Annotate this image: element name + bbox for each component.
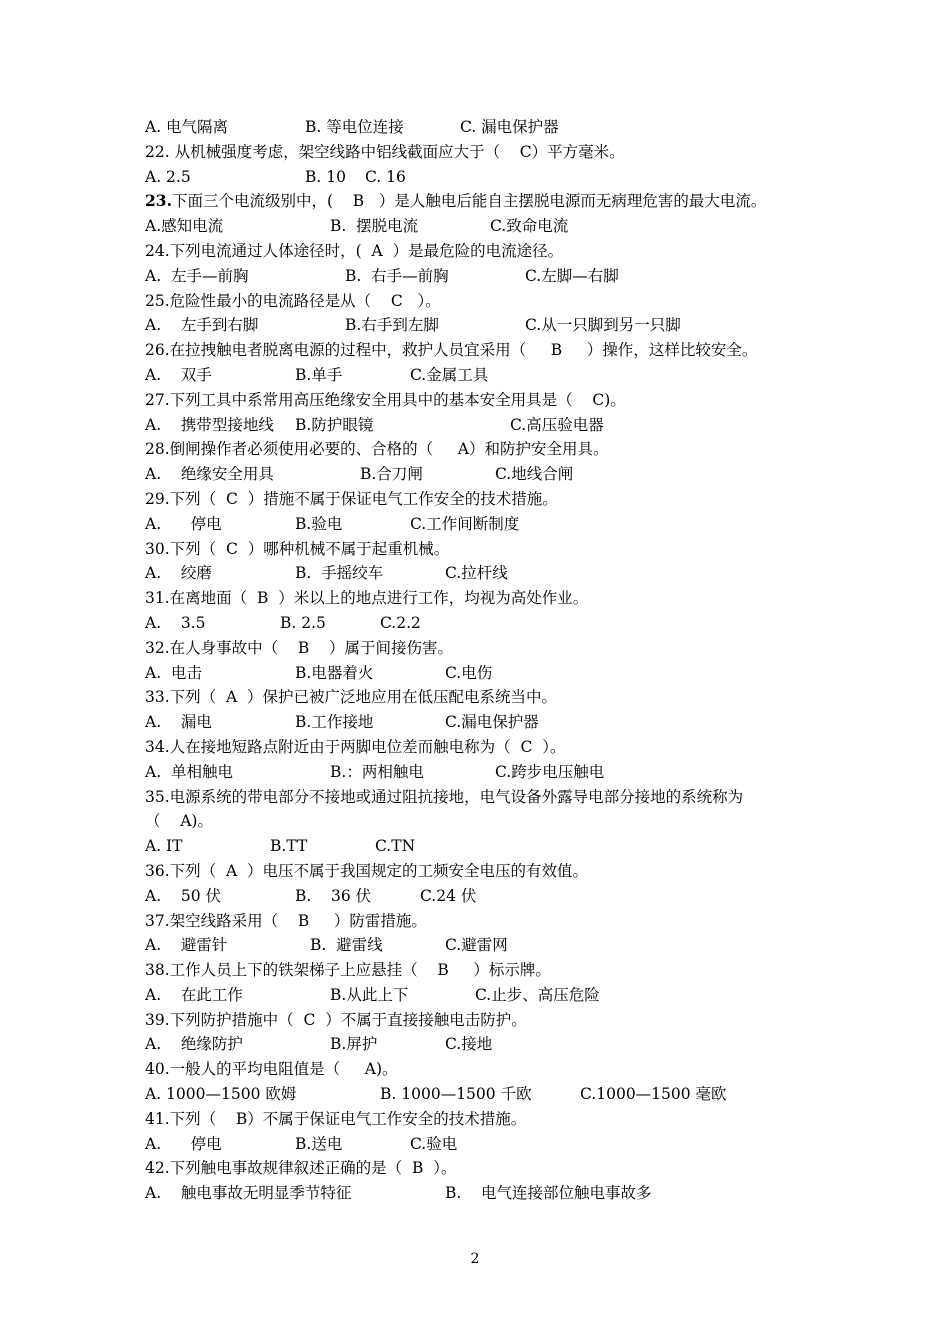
option-text: A. 电击: [145, 663, 202, 682]
question-body: 32.在人身事故中（ B ）属于间接伤害。: [145, 638, 453, 657]
option-text: A. 1000—1500 欧姆: [145, 1085, 297, 1104]
question-body: 33.下列（ A ）保护已被广泛地应用在低压配电系统当中。: [145, 688, 558, 707]
option-text: B. 电气连接部位触电事故多: [445, 1184, 652, 1203]
options-row: [145, 512, 845, 537]
options-row: [145, 313, 845, 338]
option-text: C.跨步电压触电: [495, 762, 605, 781]
option-text: B.屏护: [330, 1035, 378, 1054]
option-text: B.电器着火: [295, 663, 374, 682]
option-text: A. 双手: [145, 365, 212, 384]
options-row: [145, 462, 845, 487]
question-text: [145, 859, 845, 884]
options-row: [145, 561, 845, 586]
option-text: C. 16: [365, 167, 406, 186]
question-text: [145, 1008, 845, 1033]
question-body: 29.下列（ C ）措施不属于保证电气工作安全的技术措施。: [145, 489, 558, 508]
question-body: 39.下列防护措施中（ C ）不属于直接接触电击防护。: [145, 1010, 527, 1029]
question-body: 31.在离地面（ B ）米以上的地点进行工作，均视为高处作业。: [145, 589, 589, 608]
option-text: B.送电: [295, 1134, 343, 1153]
option-text: C.拉杆线: [445, 564, 508, 583]
option-text: B. 右手—前胸: [345, 266, 449, 285]
option-text: C.高压验电器: [510, 415, 604, 434]
option-text: B. 避雷线: [310, 936, 383, 955]
question-text: [145, 636, 845, 661]
options-row: [145, 1181, 845, 1206]
question-body: 24.下列电流通过人体途径时，( A ）是最危险的电流途径。: [145, 241, 564, 260]
option-text: C.工作间断制度: [410, 514, 520, 533]
options-row: [145, 264, 845, 289]
question-body: 28.倒闸操作者必须使用必要的、合格的（ A）和防护安全用具。: [145, 440, 609, 459]
options-row: [145, 834, 845, 859]
question-body: 30.下列（ C ）哪种机械不属于起重机械。: [145, 539, 450, 558]
option-text: C.止步、高压危险: [475, 985, 600, 1004]
question-body: 下面三个电流级别中，( B ）是人触电后能自主摆脱电源而无病理危害的最大电流。: [171, 192, 767, 211]
question-text: [145, 785, 845, 810]
question-text: [145, 1156, 845, 1181]
question-text: [145, 239, 845, 264]
option-text: B. 手摇绞车: [295, 564, 384, 583]
options-row: [145, 760, 845, 785]
option-text: A. 左手到右脚: [145, 316, 259, 335]
option-text: A. IT: [145, 837, 183, 856]
options-row: [145, 983, 845, 1008]
options-row: [145, 661, 845, 686]
question-text: [145, 1057, 845, 1082]
options-row: [145, 933, 845, 958]
question-text: [145, 958, 845, 983]
option-text: B. 摆脱电流: [330, 217, 419, 236]
option-text: B.合刀闸: [360, 465, 423, 484]
option-text: B.TT: [270, 837, 308, 856]
options-row: [145, 1032, 845, 1057]
question-body: 37.架空线路采用（ B ）防雷措施。: [145, 911, 427, 930]
question-body: （ A)。: [145, 812, 213, 831]
question-body: 26.在拉拽触电者脱离电源的过程中，救护人员宜采用（ B ）操作，这样比较安全。: [145, 341, 758, 360]
page-number: 2: [470, 1251, 480, 1267]
option-text: C.地线合闸: [495, 465, 574, 484]
option-text: A. 3.5: [145, 613, 206, 632]
question-body: 36.下列（ A ）电压不属于我国规定的工频安全电压的有效值。: [145, 861, 589, 880]
option-text: A. 左手—前胸: [145, 266, 249, 285]
question-body: 34.人在接地短路点附近由于两脚电位差而触电称为（ C ）。: [145, 737, 566, 756]
question-body: 22. 从机械强度考虑，架空线路中铝线截面应大于（ C）平方毫米。: [145, 142, 625, 161]
question-text: [145, 685, 845, 710]
question-text: [145, 735, 845, 760]
option-text: C.致命电流: [490, 217, 569, 236]
options-row: [145, 1132, 845, 1157]
option-text: C.避雷网: [445, 936, 508, 955]
option-text: A. 绝缘安全用具: [145, 465, 274, 484]
option-text: B. 36 伏: [295, 886, 372, 905]
option-text: A. 触电事故无明显季节特征: [145, 1184, 352, 1203]
question-text: [145, 437, 845, 462]
option-text: B. 等电位连接: [305, 118, 404, 136]
option-text: C.验电: [410, 1134, 458, 1153]
question-number: 23.: [145, 191, 172, 211]
question-text: [145, 809, 845, 834]
option-text: C.2.2: [380, 613, 421, 632]
question-body: 27.下列工具中系常用高压绝缘安全用具中的基本安全用具是（ C)。: [145, 390, 626, 409]
options-row: [145, 165, 845, 190]
question-text: [145, 140, 845, 165]
option-text: A. 绝缘防护: [145, 1035, 243, 1054]
question-text: [145, 586, 845, 611]
option-text: B.验电: [295, 514, 343, 533]
option-text: B. 2.5: [280, 613, 326, 632]
option-text: B.防护眼镜: [295, 415, 374, 434]
option-text: C. 漏电保护器: [460, 118, 559, 136]
question-body: 42.下列触电事故规律叙述正确的是（ B ）。: [145, 1159, 457, 1178]
option-text: B.右手到左脚: [345, 316, 439, 335]
question-text: [145, 909, 845, 934]
options-row: [145, 413, 845, 438]
option-text: C.电伤: [445, 663, 493, 682]
question-body: 38.工作人员上下的铁架梯子上应悬挂（ B ）标示牌。: [145, 961, 551, 980]
option-text: C.TN: [375, 837, 416, 856]
option-text: A. 漏电: [145, 713, 212, 732]
option-text: C.金属工具: [410, 365, 489, 384]
options-row: [145, 1082, 845, 1107]
question-text: [145, 189, 845, 214]
option-text: C.从一只脚到另一只脚: [525, 316, 681, 335]
option-text: C.1000—1500 毫欧: [580, 1085, 727, 1104]
option-text: A. 2.5: [145, 167, 191, 186]
option-text: A. 停电: [145, 514, 222, 533]
question-text: [145, 1107, 845, 1132]
options-row: [145, 710, 845, 735]
option-text: B. 1000—1500 千欧: [380, 1085, 532, 1104]
option-text: C.漏电保护器: [445, 713, 539, 732]
option-text: B. 10: [305, 167, 346, 186]
question-body: 25.危险性最小的电流路径是从（ C ）。: [145, 291, 441, 310]
question-body: 35.电源系统的带电部分不接地或通过阻抗接地，电气设备外露导电部分接地的系统称为: [145, 787, 744, 806]
option-text: A. 50 伏: [145, 886, 221, 905]
option-text: B.：两相触电: [330, 762, 424, 781]
options-row: [145, 611, 845, 636]
options-row: [145, 363, 845, 388]
option-text: A. 携带型接地线: [145, 415, 274, 434]
question-body: 41.下列（ B）不属于保证电气工作安全的技术措施。: [145, 1109, 527, 1128]
question-list: [145, 115, 845, 1206]
option-text: A. 电气隔离: [145, 118, 229, 136]
option-text: A. 停电: [145, 1134, 222, 1153]
question-body: 40.一般人的平均电阻值是（ A)。: [145, 1060, 398, 1079]
question-text: [145, 388, 845, 413]
question-text: [145, 487, 845, 512]
options-row: [145, 214, 845, 239]
options-row: [145, 884, 845, 909]
question-text: [145, 537, 845, 562]
option-text: A.感知电流: [145, 217, 224, 236]
option-text: B.单手: [295, 365, 343, 384]
option-text: C.接地: [445, 1035, 493, 1054]
option-text: B.工作接地: [295, 713, 374, 732]
question-text: [145, 338, 845, 363]
option-text: B.从此上下: [330, 985, 409, 1004]
option-text: C.左脚—右脚: [525, 266, 619, 285]
option-text: C.24 伏: [420, 886, 477, 905]
question-text: [145, 289, 845, 314]
option-text: A. 在此工作: [145, 985, 243, 1004]
option-text: A. 避雷针: [145, 936, 228, 955]
option-text: A. 单相触电: [145, 762, 233, 781]
option-text: A. 绞磨: [145, 564, 212, 583]
options-row: [145, 115, 845, 140]
